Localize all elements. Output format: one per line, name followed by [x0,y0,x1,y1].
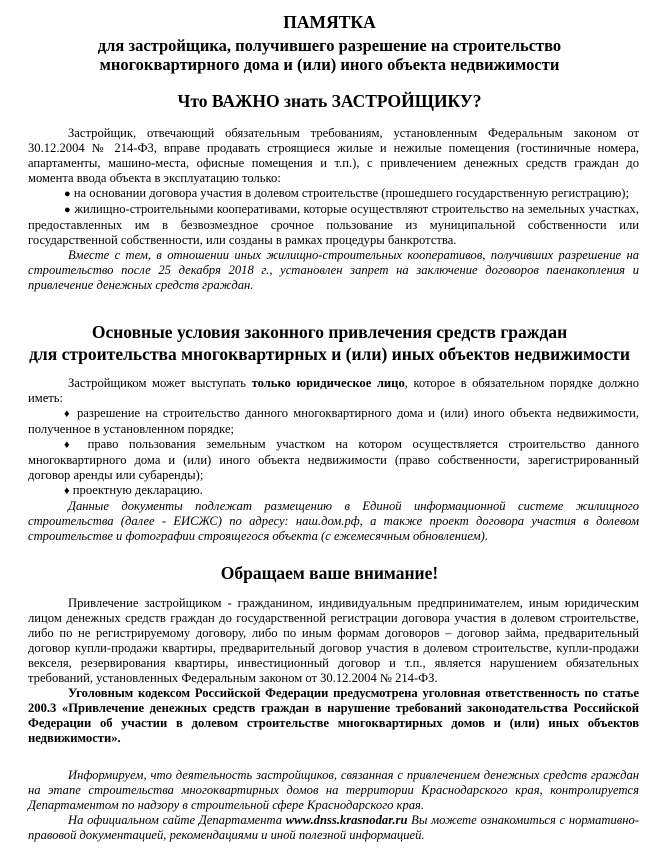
bullet-icon: ● [64,188,71,200]
site-text-end: Вы можете ознакомиться с нормативно-правовой документацией, рекомендациями и иной полезной информацией. [28,813,639,842]
diamond-bullet-icon: ♦ [64,408,72,420]
section1-note: Вместе с тем, в отношении иных жилищно-строительных кооперативов, получивших разрешение на строительство после 25 декабря 2018 г., установлен запрет на заключение договоров паенакопления и привлечение денежных средств граждан. [28,248,639,292]
site-text: На официальном сайте Департамента [68,813,286,827]
section2-bullet-1 [28,406,639,437]
bullet-text: проектную декларацию. [72,483,203,497]
section2-body [28,376,639,544]
section1-bullet-2 [28,202,639,248]
section3-heading: Обращаем ваше внимание! [220,563,439,583]
section1-heading: Что ВАЖНО знать ЗАСТРОЙЩИКУ? [177,91,482,111]
site-link[interactable]: www.dnss.krasnodar.ru [285,813,408,827]
page-subtitle [0,36,659,74]
diamond-bullet-icon: ♦ [64,439,78,451]
bullet-text: право пользования земельным участком на котором осуществляется строительство данного многоквартирного дома и (или) иного объекта недвижимости (право собственности, зарегистрированный договор аренды или субаренды); [28,437,639,482]
intro-text: Застройщиком может выступать [68,376,252,390]
section2-heading-line-1: Основные условия законного привлечения средств граждан [91,322,568,342]
diamond-bullet-icon: ♦ [64,485,70,497]
bullet-icon: ● [64,204,71,216]
subtitle-line-2: многоквартирного дома и (или) иного объекта недвижимости [99,55,560,74]
section2-heading [0,321,659,365]
section1-body [28,126,639,293]
subtitle-line-1: для застройщика, получившего разрешение на строительство [97,36,562,55]
section3-info-block [28,768,639,843]
section2-intro [28,376,639,406]
intro-bold-text: только юридическое лицо [251,376,405,390]
section2-note: Данные документы подлежат размещению в Единой информационной системе жилищного строительства (далее - ЕИСЖС) по адресу: наш.дом.рф, а также проект договора участия в долевом строительстве и фотографии строящегося объекта (с ежемесячным обновлением). [28,499,639,543]
section3-body [28,596,639,746]
section3-site [28,813,639,843]
bullet-text: на основании договора участия в долевом строительстве (прошедшего государственную регистрацию); [73,186,629,200]
intro-text-end: , которое в обязательном порядке должно иметь: [28,376,640,405]
section1-bullet-1 [28,186,639,202]
section3-criminal-liability: Уголовным кодексом Российской Федерации предусмотрена уголовная ответственность по статье 200.3 «Привлечение денежных средств граждан в нарушение требований законодательства Российской Федерации об участии в долевом строительстве многоквартирных домов и (или) иных объектов недвижимости». [28,686,639,745]
section2-bullet-3 [28,483,639,499]
section2-heading-line-2: для строительства многоквартирных и (или) иных объектов недвижимости [29,344,630,364]
page-title: ПАМЯТКА [283,12,376,32]
section2-bullet-2 [28,437,639,483]
bullet-text: жилищно-строительными кооперативами, которые осуществляют строительство на земельных участках, предоставленных им в безвозмездное срочное пользование из муниципальной собственности или государственной собственности, или созданы в рамках процедуры банкротства. [28,202,639,247]
section3-paragraph: Привлечение застройщиком - гражданином, индивидуальным предпринимателем, иным юридическим лицом денежных средств граждан до государственной регистрации договора участия в долевом строительстве, либо по не регистрируемому договору, либо по иным формам договоров – договор займа, предварительный договор купли-продажи квартиры, предварительный договор участия в долевом строительстве, купли-продажи векселя, резервирования квартиры, инвестиционный договор и т.п., является нарушением обязательных требований, установленных Федеральным законом от 30.12.2004 № 214-ФЗ. [28,596,639,685]
bullet-text: разрешение на строительство данного многоквартирного дома и (или) иного объекта недвижимости, полученное в установленном порядке; [28,406,639,436]
section3-info: Информируем, что деятельность застройщиков, связанная с привлечением денежных средств граждан на этапе строительства многоквартирных домов на территории Краснодарского края, контролируется Департаментом по надзору в строительной сфере Краснодарского края. [28,768,639,812]
section1-intro: Застройщик, отвечающий обязательным требованиям, установленным Федеральным законом от 30.12.2004 № 214-ФЗ, вправе продавать строящиеся жилые и нежилые помещения (гостиничные номера, апартаменты, машино-места, офисные помещения и т.п.), с привлечением денежных средств граждан до момента ввода объекта в эксплуатацию только: [28,126,639,185]
